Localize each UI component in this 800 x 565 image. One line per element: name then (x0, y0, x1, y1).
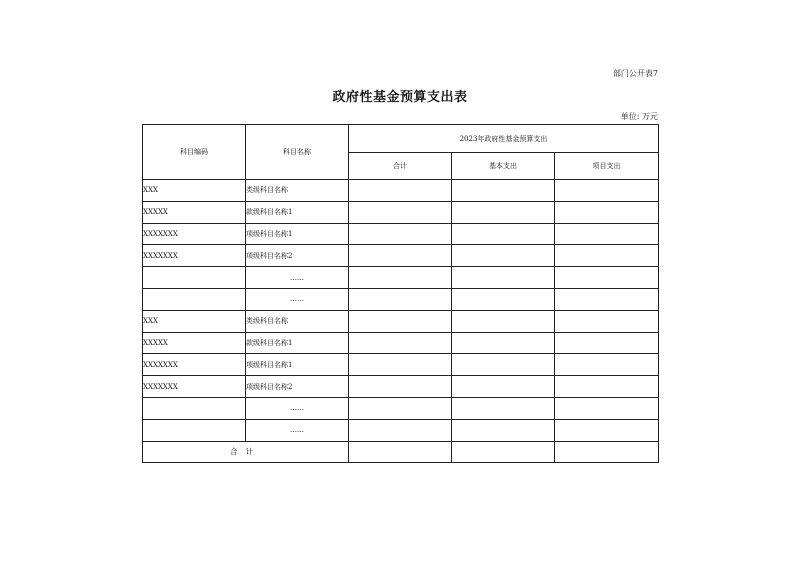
subject-code-cell: XXX (143, 310, 246, 332)
project-cell (555, 397, 659, 419)
table-row (143, 419, 659, 441)
subject-code-cell: XXXXXXX (143, 376, 246, 398)
subject-code-cell: XXXXXXX (143, 245, 246, 267)
basic-cell (452, 310, 555, 332)
project-cell (555, 223, 659, 245)
basic-cell (452, 267, 555, 289)
subject-name-cell: 类级科目名称 (246, 310, 349, 332)
header-basic-expenditure: 基本支出 (452, 153, 555, 180)
subject-name-cell: 款级科目名称1 (246, 201, 349, 223)
total-cell (349, 288, 452, 310)
subject-code-cell (143, 288, 246, 310)
table-row (143, 354, 659, 376)
basic-cell (452, 201, 555, 223)
total-cell (349, 332, 452, 354)
total-cell (349, 419, 452, 441)
subject-name-cell: …… (246, 419, 349, 441)
total-cell (349, 441, 452, 462)
page-title: 政府性基金预算支出表 (332, 90, 468, 105)
basic-cell (452, 180, 555, 202)
subject-code-cell: XXXXX (143, 201, 246, 223)
form-number: 部门公开表7 (612, 69, 658, 78)
subject-code-cell (143, 419, 246, 441)
budget-table (142, 124, 659, 463)
total-cell (349, 267, 452, 289)
total-cell (349, 310, 452, 332)
header-subject-code: 科目编码 (143, 125, 246, 180)
basic-cell (452, 441, 555, 462)
project-cell (555, 288, 659, 310)
total-cell (349, 180, 452, 202)
subject-name-cell: 项级科目名称1 (246, 223, 349, 245)
table-row (143, 397, 659, 419)
basic-cell (452, 419, 555, 441)
total-label: 合计 (143, 441, 349, 462)
subject-name-cell: 项级科目名称1 (246, 354, 349, 376)
table-row (143, 310, 659, 332)
project-cell (555, 267, 659, 289)
subject-name-cell: 项级科目名称2 (246, 245, 349, 267)
subject-code-cell: XXXXXXX (143, 223, 246, 245)
total-row (143, 441, 659, 462)
header-fund-expenditure-2023: 2023年政府性基金预算支出 (349, 125, 659, 153)
unit-label: 单位: 万元 (620, 112, 658, 121)
subject-code-cell (143, 397, 246, 419)
subject-name-cell: 类级科目名称 (246, 180, 349, 202)
project-cell (555, 332, 659, 354)
header-subject-name: 科目名称 (246, 125, 349, 180)
header-project-expenditure: 项目支出 (555, 153, 659, 180)
subject-name-cell: …… (246, 288, 349, 310)
basic-cell (452, 397, 555, 419)
subject-code-cell: XXXXX (143, 332, 246, 354)
subject-code-cell (143, 267, 246, 289)
project-cell (555, 245, 659, 267)
table-row (143, 376, 659, 398)
project-cell (555, 376, 659, 398)
total-cell (349, 354, 452, 376)
subject-name-cell: 项级科目名称2 (246, 376, 349, 398)
project-cell (555, 310, 659, 332)
total-cell (349, 397, 452, 419)
basic-cell (452, 332, 555, 354)
subject-name-cell: …… (246, 397, 349, 419)
project-cell (555, 354, 659, 376)
table-row (143, 223, 659, 245)
table-row (143, 332, 659, 354)
project-cell (555, 201, 659, 223)
project-cell (555, 419, 659, 441)
basic-cell (452, 223, 555, 245)
subject-name-cell: …… (246, 267, 349, 289)
total-cell (349, 201, 452, 223)
table-row (143, 201, 659, 223)
total-cell (349, 376, 452, 398)
project-cell (555, 180, 659, 202)
table-row (143, 180, 659, 202)
project-cell (555, 441, 659, 462)
subject-code-cell: XXX (143, 180, 246, 202)
header-total: 合计 (349, 153, 452, 180)
basic-cell (452, 288, 555, 310)
subject-name-cell: 款级科目名称1 (246, 332, 349, 354)
table-row (143, 267, 659, 289)
basic-cell (452, 245, 555, 267)
basic-cell (452, 376, 555, 398)
table-row (143, 245, 659, 267)
basic-cell (452, 354, 555, 376)
table-row (143, 288, 659, 310)
total-cell (349, 245, 452, 267)
subject-code-cell: XXXXXXX (143, 354, 246, 376)
total-cell (349, 223, 452, 245)
